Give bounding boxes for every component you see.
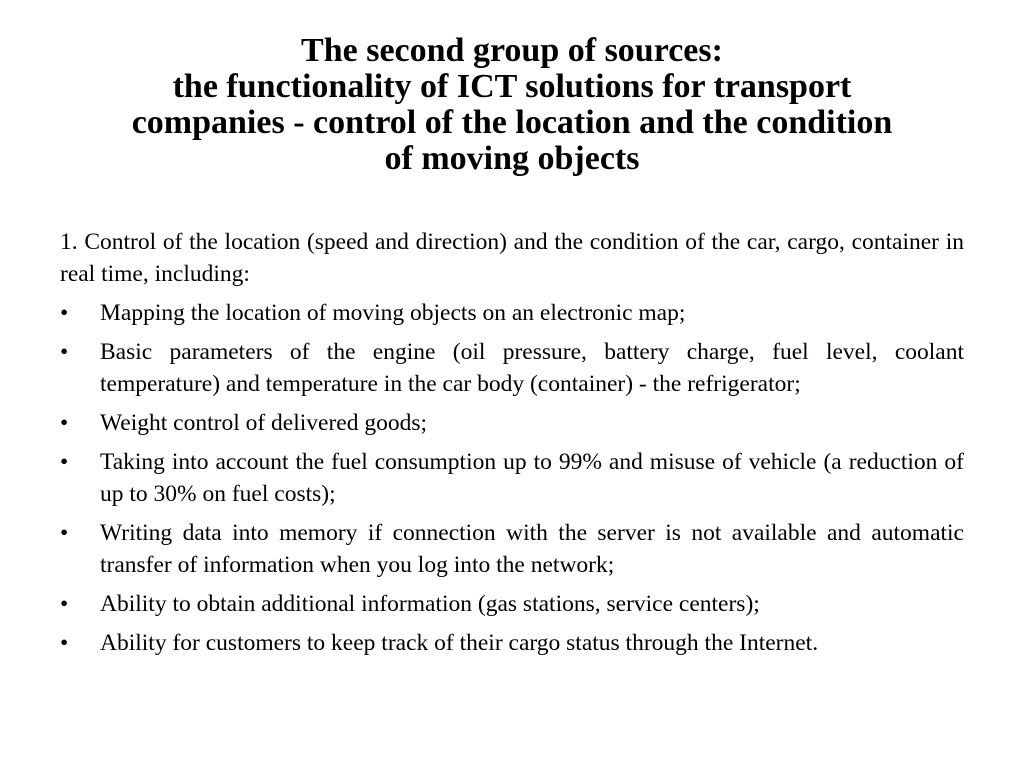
bullet-item-6: [60, 588, 964, 620]
bullet-text: Mapping the location of moving objects on an electronic map;: [100, 300, 686, 326]
bullet-icon: •: [60, 591, 69, 617]
bullet-icon: •: [60, 449, 69, 475]
bullet-text: Taking into account the fuel consumption up to 99% and misuse of vehicle (a reduction of up to 30% on fuel costs);: [100, 449, 964, 507]
intro-paragraph: 1. Control of the location (speed and direction) and the condition of the car, cargo, container in real time, including:: [60, 229, 964, 287]
bullet-item-2: [60, 336, 964, 400]
bullet-text: Weight control of delivered goods;: [100, 410, 428, 436]
bullet-item-1: [60, 297, 964, 329]
bullet-text: Basic parameters of the engine (oil pressure, battery charge, fuel level, coolant temperature) and temperature in the car body (container) - the refrigerator;: [100, 339, 964, 397]
bullet-icon: •: [60, 410, 69, 436]
bullet-text: Ability to obtain additional information (gas stations, service centers);: [100, 591, 760, 617]
title-line-2: the functionality of ICT solutions for transport: [172, 68, 852, 105]
title-line-1: The second group of sources:: [301, 32, 723, 69]
slide-body: [60, 226, 964, 666]
bullet-icon: •: [60, 520, 69, 546]
bullet-icon: •: [60, 300, 69, 326]
bullet-list: [60, 297, 964, 659]
bullet-item-7: [60, 627, 964, 659]
title-line-4: of moving objects: [384, 140, 640, 177]
bullet-item-5: [60, 517, 964, 581]
bullet-icon: •: [60, 630, 69, 656]
slide-title: [40, 33, 984, 177]
bullet-text: Ability for customers to keep track of their cargo status through the Internet.: [100, 630, 819, 656]
title-line-3: companies - control of the location and the condition: [131, 104, 893, 141]
bullet-item-4: [60, 446, 964, 510]
bullet-text: Writing data into memory if connection with the server is not available and automatic transfer of information when you log into the network;: [100, 520, 964, 578]
bullet-item-3: [60, 407, 964, 439]
bullet-icon: •: [60, 339, 69, 365]
